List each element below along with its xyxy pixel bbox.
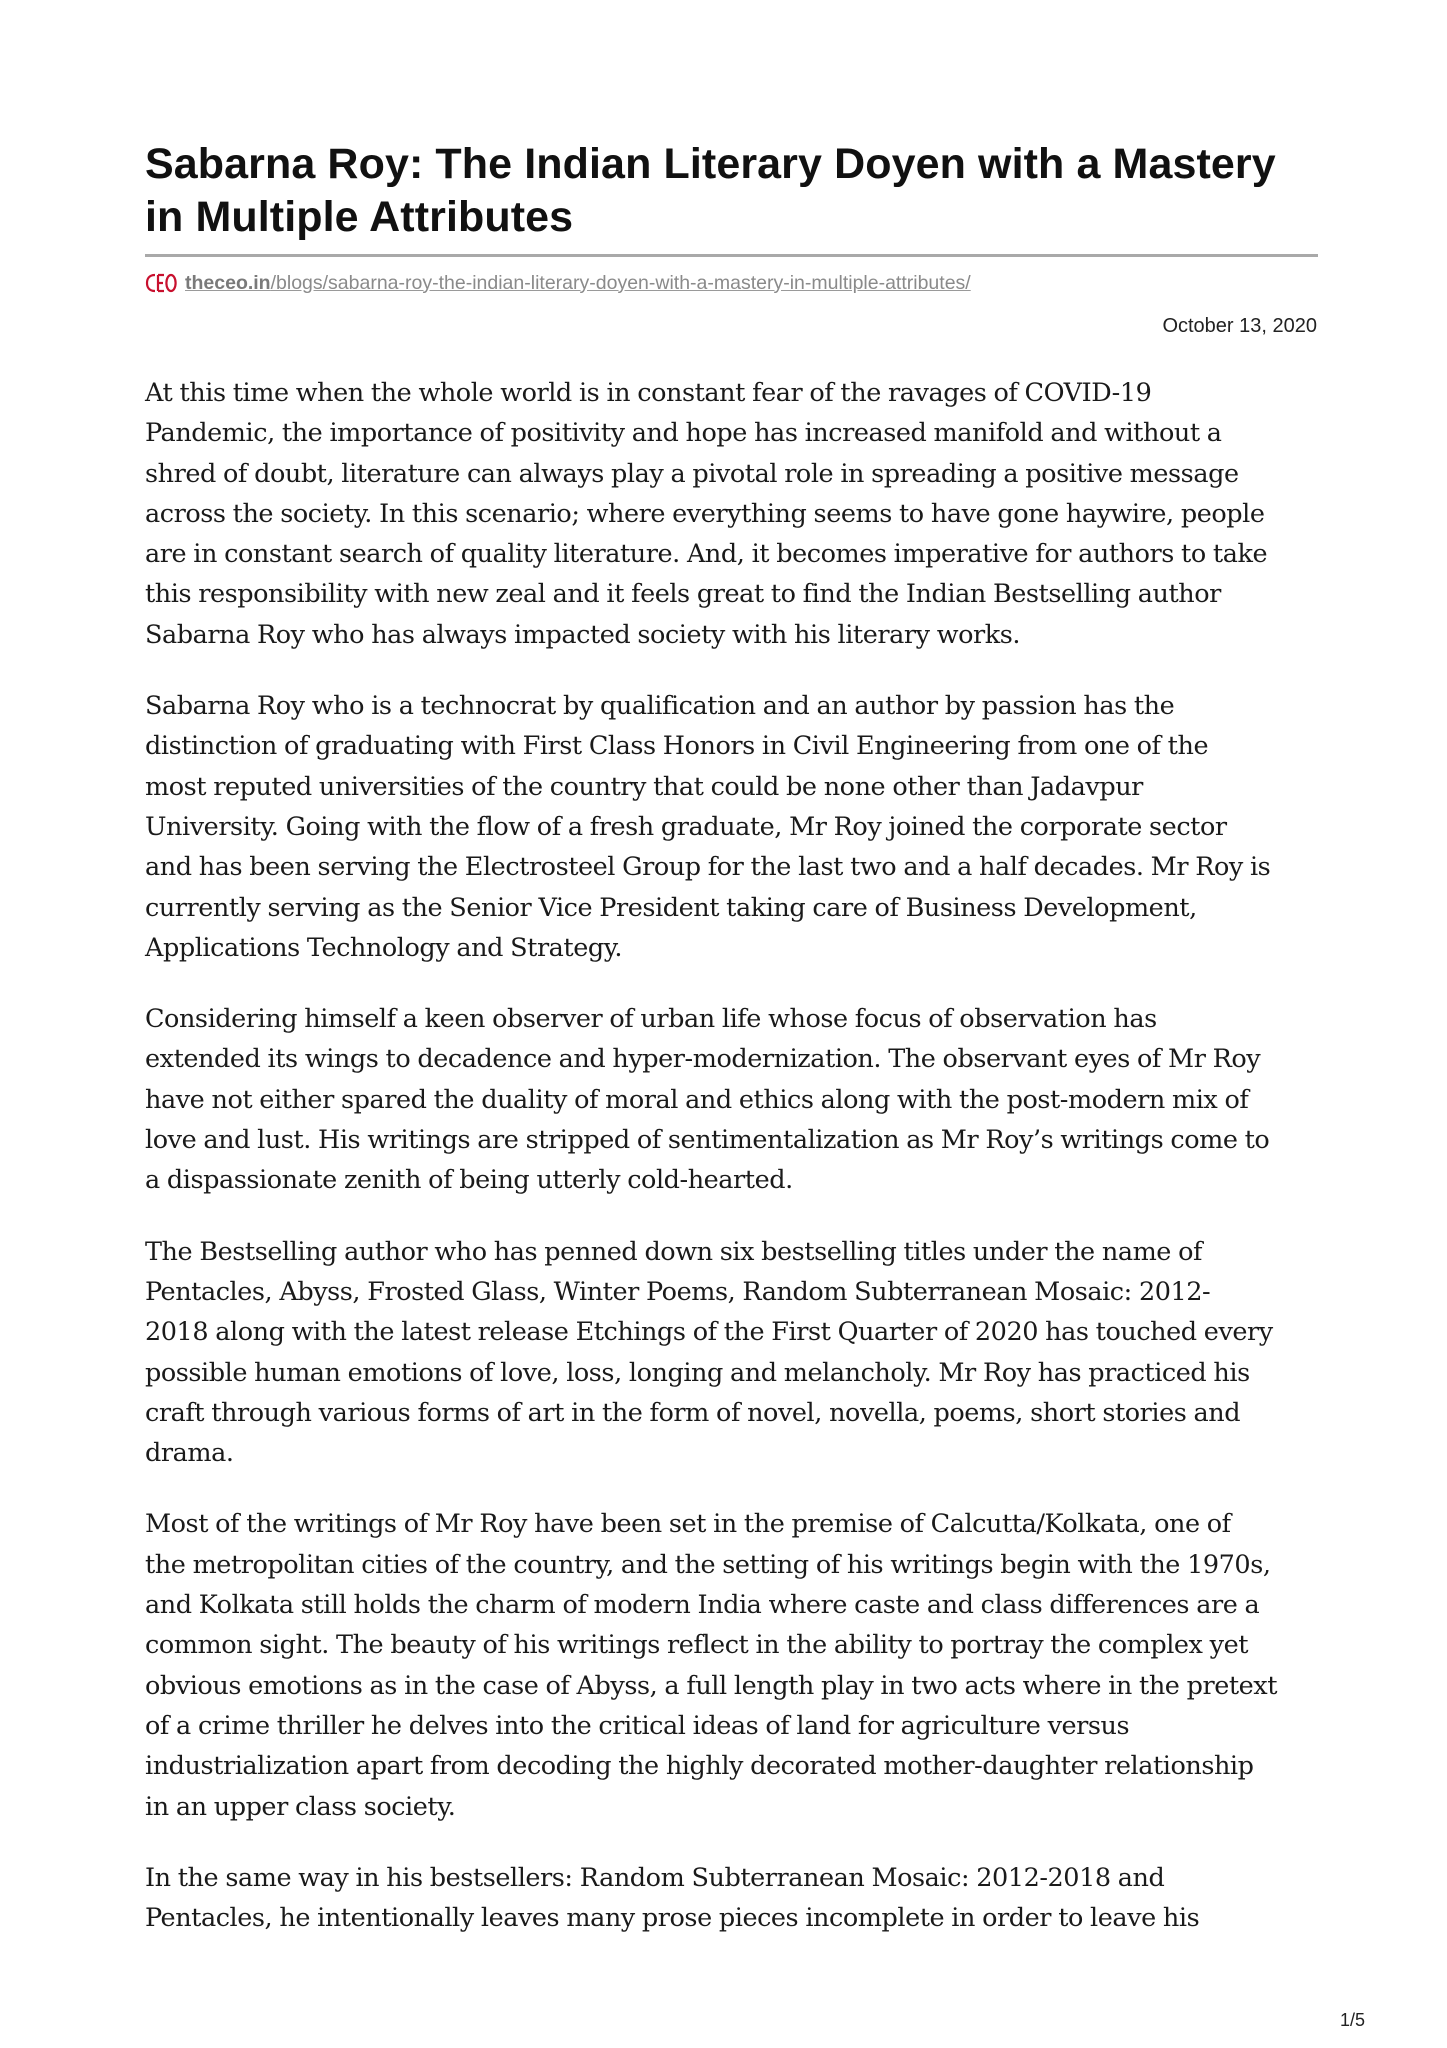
paragraph-3: Considering himself a keen observer of urban life whose focus of observation has extended its wings to decadence and hyper-modernization. The observant eyes of Mr Roy have not either spared the duality of moral and ethics along with the post-modern mix of love and lust. His writings are stripped of sentimentalization as Mr Roy’s writings come to a dispassionate zenith of being utterly cold-hearted. [145, 1004, 1270, 1196]
source-url-link[interactable] [185, 272, 971, 295]
paragraph-5: Most of the writings of Mr Roy have been set in the premise of Calcutta/Kolkata, one of the metropolitan cities of the country, and the setting of his writings begin with the 1970s, and Kolkata still holds the charm of modern India where caste and class differences are a common sight. The beauty of his writings reflect in the ability to portray the complex yet obvious emotions as in the case of Abyss, a full length play in two acts where in the pretext of a crime thriller he delves into the critical ideas of land for agriculture versus industrialization apart from decoding the highly decorated mother-daughter relationship in an upper class society. [145, 1509, 1278, 1822]
ceo-logo-icon [145, 271, 177, 295]
paragraph-2: Sabarna Roy who is a technocrat by qualification and an author by passion has the distinction of graduating with First Class Honors in Civil Engineering from one of the most reputed universities of the country that could be none other than Jadavpur University. Going with the flow of a fresh graduate, Mr Roy joined the corporate sector and has been serving the Electrosteel Group for the last two and a half decades. Mr Roy is currently serving as the Senior Vice President taking care of Business Development, Applications Technology and Strategy. [145, 691, 1271, 963]
publish-date: October 13, 2020 [1162, 315, 1317, 337]
source-domain: theceo.in [185, 271, 271, 294]
title-divider [145, 254, 1318, 257]
paragraph-1: At this time when the whole world is in constant fear of the ravages of COVID-19 Pandemic, the importance of positivity and hope has increased manifold and without a shred of doubt, literature can always play a pivotal role in spreading a positive message across the society. In this scenario; where everything seems to have gone haywire, people are in constant search of quality literature. And, it becomes imperative for authors to take this responsibility with new zeal and it feels great to find the Indian Bestselling author Sabarna Roy who has always impacted society with his literary works. [145, 378, 1268, 650]
source-line [145, 270, 971, 296]
page-number: 1/5 [1340, 2010, 1366, 2030]
source-path: /blogs/sabarna-roy-the-indian-literary-doyen-with-a-mastery-in-multiple-attributes/ [270, 271, 971, 294]
paragraph-4: The Bestselling author who has penned down six bestselling titles under the name of Pentacles, Abyss, Frosted Glass, Winter Poems, Random Subterranean Mosaic: 2012- 2018 along with the latest release Etchings of the First Quarter of 2020 has touched every possible human emotions of love, loss, longing and melancholy. Mr Roy has practiced his craft through various forms of art in the form of novel, novella, poems, short stories and drama. [145, 1236, 1273, 1469]
paragraph-6: In the same way in his bestsellers: Random Subterranean Mosaic: 2012-2018 and Pentacles, he intentionally leaves many prose pieces incomplete in order to leave his [145, 1862, 1200, 1934]
article-title: Sabarna Roy: The Indian Literary Doyen with a Mastery in Multiple Attributes [145, 140, 1276, 241]
article-body [145, 373, 1325, 1969]
